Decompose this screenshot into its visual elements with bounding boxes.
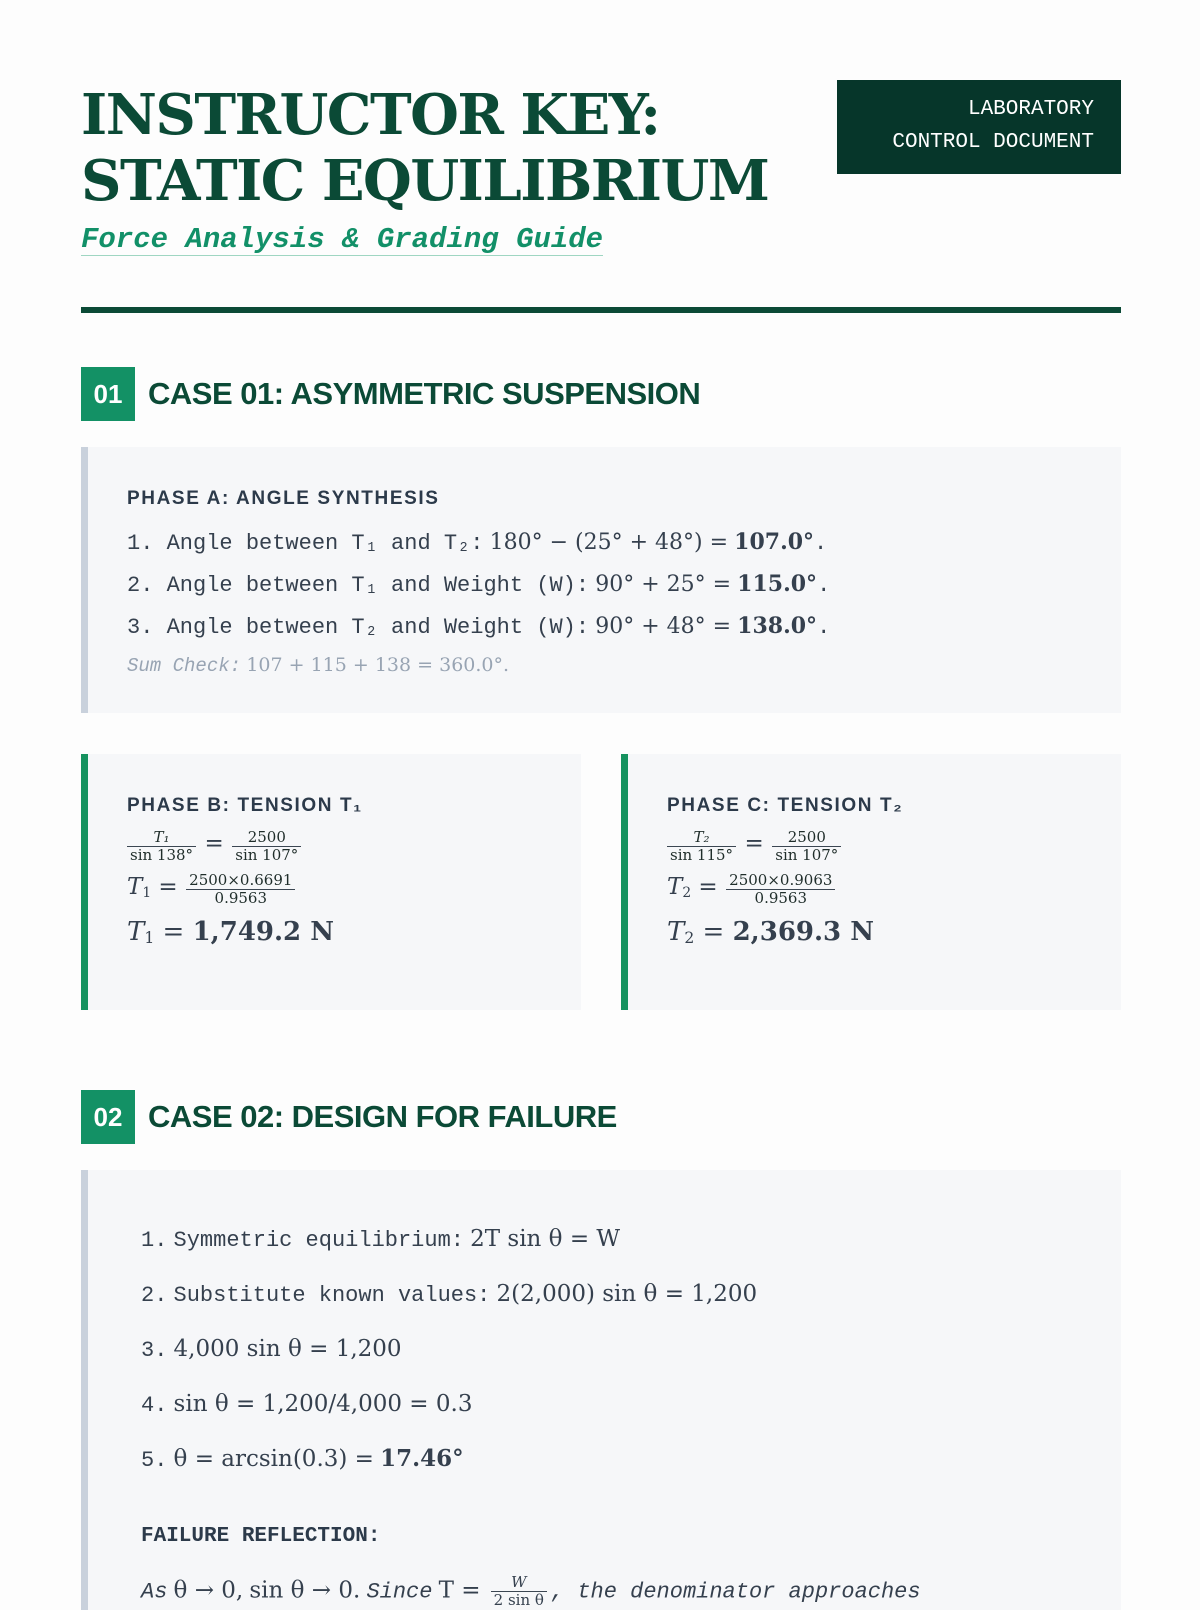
phase-c-ratio: $\frac{\text{T₂}}{\sin 115^\circ}$ = $\frac{2500}{\sin 107^\circ}$ xyxy=(667,829,1121,864)
step-result: 17.46° xyxy=(380,1445,464,1472)
case-02-step xyxy=(141,1212,1121,1267)
phase-a-step-3: 3. Angle between T₂ and Weight (W): 90° + 48° = 138.0°. xyxy=(127,613,831,640)
step-number: 3. xyxy=(141,1338,168,1363)
failure-reflection-label: FAILURE REFLECTION: xyxy=(141,1525,381,1548)
step-number: 1. xyxy=(141,1228,168,1253)
phase-c-card xyxy=(621,754,1121,1010)
case-01-heading xyxy=(81,367,1121,421)
case-02-step xyxy=(141,1267,1121,1322)
case-02-step xyxy=(141,1322,1121,1377)
phase-b-substitution: $T_1$ = $\frac{2500\times 0.6691}{0.9563}$ xyxy=(127,872,581,907)
case-number-badge: 02 xyxy=(81,1090,135,1144)
case-02-step xyxy=(141,1377,1121,1432)
step-text: Symmetric equilibrium: xyxy=(173,1228,464,1253)
step-number: 5. xyxy=(141,1448,168,1473)
header-divider xyxy=(81,307,1121,313)
case-02-step xyxy=(141,1432,1121,1487)
failure-reflection-text: As θ → 0, sin θ → 0. Since T = $\frac{W}{\text{2 sin θ}}$ , the denominator approaches xyxy=(141,1573,921,1609)
case-title: CASE 02: DESIGN FOR FAILURE xyxy=(148,1099,617,1134)
badge-line-2: CONTROL DOCUMENT xyxy=(892,131,1094,154)
phase-c-label: PHASE C: TENSION T₂ xyxy=(667,795,904,816)
phase-b-label: PHASE B: TENSION T₁ xyxy=(127,795,363,816)
step-math: 4,000 sin θ = 1,200 xyxy=(173,1336,402,1362)
phase-b-card xyxy=(81,754,581,1010)
phase-a-label: PHASE A: ANGLE SYNTHESIS xyxy=(127,488,440,509)
phase-a-step-1: 1. Angle between T₁ and T₂: 180° − (25° + 48°) = 107.0°. xyxy=(127,529,828,556)
case-02-card xyxy=(81,1170,1121,1610)
page-subtitle: Force Analysis & Grading Guide xyxy=(81,223,604,256)
sum-check: Sum Check: 107 + 115 + 138 = 360.0°. xyxy=(127,654,510,677)
badge-line-1: LABORATORY xyxy=(967,98,1094,121)
step-number: 4. xyxy=(141,1393,168,1418)
page-title: INSTRUCTOR KEY: STATIC EQUILIBRIUM xyxy=(81,82,769,214)
step-math: 2(2,000) sin θ = 1,200 xyxy=(496,1281,758,1307)
tension-t2-value: 2,369.3 N xyxy=(732,917,874,947)
step-text: Substitute known values: xyxy=(173,1283,491,1308)
step-number: 2. xyxy=(141,1283,168,1308)
phase-a-step-2: 2. Angle between T₁ and Weight (W): 90° + 25° = 115.0°. xyxy=(127,571,831,598)
phase-c-substitution: $T_2$ = $\frac{2500\times 0.9063}{0.9563}$ xyxy=(667,872,1121,907)
control-document-badge xyxy=(837,80,1121,174)
step-math: sin θ = 1,200/4,000 = 0.3 xyxy=(173,1391,473,1417)
step-math: θ = arcsin(0.3) = xyxy=(173,1446,374,1472)
phase-b-result: $T_1 = 1,749.2$ N xyxy=(127,917,334,947)
case-title: CASE 01: ASYMMETRIC SUSPENSION xyxy=(148,376,701,411)
step-math: 2T sin θ = W xyxy=(470,1226,621,1252)
case-02-steps xyxy=(141,1212,1121,1487)
case-02-heading xyxy=(81,1090,1121,1144)
phase-c-result: $T_2 = 2,369.3$ N xyxy=(667,917,874,947)
phase-a-card xyxy=(81,447,1121,713)
document-header xyxy=(81,82,1121,282)
tension-t1-value: 1,749.2 N xyxy=(192,917,334,947)
phase-b-ratio: $\frac{\text{T₁}}{\sin 138^\circ}$ = $\frac{2500}{\sin 107^\circ}$ xyxy=(127,829,581,864)
case-number-badge: 01 xyxy=(81,367,135,421)
